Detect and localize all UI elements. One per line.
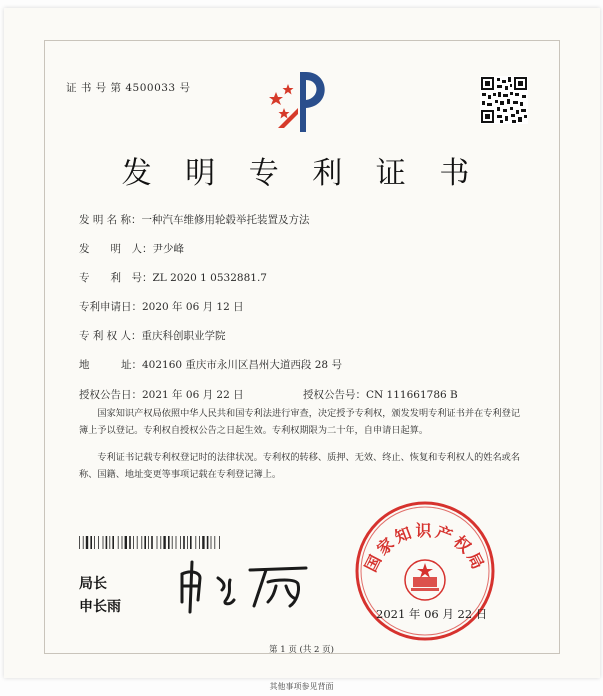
publication-number-row: 授权公告号：CN 111661786 B: [303, 389, 458, 401]
inventor-row: 发 明 人：尹少峰: [79, 243, 184, 255]
director-name: 申长雨: [79, 599, 121, 615]
patent-number-row: 专 利 号：ZL 2020 1 0532881.7: [79, 272, 267, 284]
grant-statement-paragraph: 国家知识产权局依照中华人民共和国专利法进行审查，决定授予专利权，颁发发明专利证书并在专利登记簿上予以登记。专利权自授权公告之日起生效。专利权期限为二十年，自申请日起算。: [79, 408, 521, 436]
certificate-number: 证 书 号 第 4500033 号: [66, 82, 191, 94]
address-row: 地 址：402160 重庆市永川区昌州大道西段 28 号: [79, 359, 342, 371]
barcode: [79, 536, 221, 549]
footer-note: 其他事项参见背面: [269, 682, 334, 691]
issue-date: 2021 年 06 月 22 日: [376, 607, 488, 621]
director-title: 局长: [79, 576, 107, 592]
publication-date-row: 授权公告日：2021 年 06 月 22 日: [79, 389, 244, 401]
director-signature: [170, 556, 320, 616]
legal-status-paragraph: 专利证书记载专利权登记时的法律状况。专利权的转移、质押、无效、终止、恢复和专利权人的姓名或名称、国籍、地址变更等事项记载在专利登记簿上。: [79, 452, 521, 480]
page-number: 第 1 页 (共 2 页): [269, 645, 334, 655]
filing-date-row: 专利申请日：2020 年 06 月 12 日: [79, 301, 244, 313]
patent-owner-row: 专 利 权 人：重庆科创职业学院: [79, 330, 226, 342]
invention-name-row: 发 明 名 称：一种汽车维修用轮毂举托装置及方法: [79, 214, 310, 226]
patent-office-logo: [260, 62, 340, 138]
qr-code: [480, 76, 528, 124]
svg-text:国家知识产权局: 国家知识产权局: [360, 521, 490, 575]
certificate-title: 发 明 专 利 证 书: [121, 156, 482, 191]
